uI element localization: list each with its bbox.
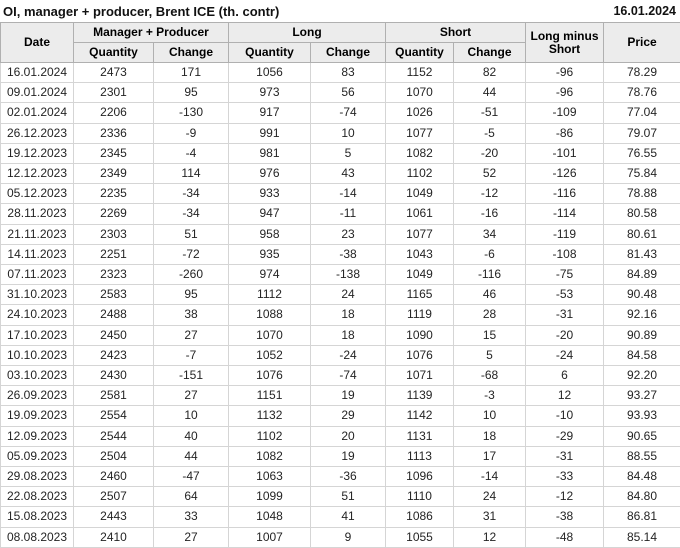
cell-short-change: 82 — [454, 63, 526, 83]
cell-long-minus-short: -24 — [526, 345, 604, 365]
cell-mp-quantity: 2336 — [74, 123, 154, 143]
cell-long-quantity: 1132 — [229, 406, 311, 426]
cell-long-quantity: 974 — [229, 265, 311, 285]
table-row — [1, 184, 680, 204]
cell-long-quantity: 947 — [229, 204, 311, 224]
cell-mp-quantity: 2473 — [74, 63, 154, 83]
cell-price: 81.43 — [604, 244, 680, 264]
cell-long-minus-short: -12 — [526, 487, 604, 507]
cell-mp-change: -151 — [154, 366, 229, 386]
cell-mp-quantity: 2345 — [74, 143, 154, 163]
cell-mp-quantity: 2443 — [74, 507, 154, 527]
cell-short-quantity: 1131 — [386, 426, 454, 446]
cell-long-quantity: 1088 — [229, 305, 311, 325]
cell-mp-change: 51 — [154, 224, 229, 244]
cell-short-change: 44 — [454, 83, 526, 103]
cell-long-quantity: 958 — [229, 224, 311, 244]
cell-long-minus-short: -114 — [526, 204, 604, 224]
oi-data-table — [0, 22, 680, 548]
cell-price: 76.55 — [604, 143, 680, 163]
cell-short-quantity: 1061 — [386, 204, 454, 224]
cell-long-quantity: 981 — [229, 143, 311, 163]
cell-long-minus-short: -31 — [526, 305, 604, 325]
cell-date: 09.01.2024 — [1, 83, 74, 103]
cell-long-quantity: 976 — [229, 164, 311, 184]
cell-long-change: -74 — [311, 103, 386, 123]
cell-short-quantity: 1139 — [386, 386, 454, 406]
cell-short-quantity: 1110 — [386, 487, 454, 507]
cell-long-minus-short: -48 — [526, 527, 604, 547]
cell-short-quantity: 1076 — [386, 345, 454, 365]
cell-date: 22.08.2023 — [1, 487, 74, 507]
column-header-long-change: Change — [311, 43, 386, 63]
title-bar — [0, 0, 680, 22]
table-row — [1, 325, 680, 345]
cell-price: 84.58 — [604, 345, 680, 365]
cell-short-change: -3 — [454, 386, 526, 406]
cell-mp-change: 10 — [154, 406, 229, 426]
cell-mp-change: 44 — [154, 446, 229, 466]
cell-long-change: -138 — [311, 265, 386, 285]
cell-price: 84.89 — [604, 265, 680, 285]
cell-long-change: 83 — [311, 63, 386, 83]
table-row — [1, 305, 680, 325]
cell-long-minus-short: -119 — [526, 224, 604, 244]
cell-long-minus-short: -109 — [526, 103, 604, 123]
cell-mp-quantity: 2410 — [74, 527, 154, 547]
cell-date: 10.10.2023 — [1, 345, 74, 365]
cell-long-change: -36 — [311, 467, 386, 487]
cell-date: 19.12.2023 — [1, 143, 74, 163]
cell-mp-quantity: 2581 — [74, 386, 154, 406]
report-date: 16.01.2024 — [613, 4, 676, 18]
cell-short-change: -6 — [454, 244, 526, 264]
cell-long-minus-short: -86 — [526, 123, 604, 143]
cell-short-change: 24 — [454, 487, 526, 507]
cell-long-change: -74 — [311, 366, 386, 386]
table-row — [1, 123, 680, 143]
cell-mp-quantity: 2504 — [74, 446, 154, 466]
cell-mp-quantity: 2507 — [74, 487, 154, 507]
table-row — [1, 406, 680, 426]
cell-short-change: -14 — [454, 467, 526, 487]
cell-mp-change: -34 — [154, 204, 229, 224]
cell-mp-change: -7 — [154, 345, 229, 365]
cell-mp-change: -260 — [154, 265, 229, 285]
cell-price: 93.27 — [604, 386, 680, 406]
cell-short-quantity: 1096 — [386, 467, 454, 487]
cell-long-quantity: 1052 — [229, 345, 311, 365]
cell-price: 90.48 — [604, 285, 680, 305]
cell-short-quantity: 1055 — [386, 527, 454, 547]
cell-long-minus-short: -38 — [526, 507, 604, 527]
cell-long-quantity: 1099 — [229, 487, 311, 507]
cell-date: 08.08.2023 — [1, 527, 74, 547]
cell-short-change: 18 — [454, 426, 526, 446]
cell-short-change: -16 — [454, 204, 526, 224]
cell-long-change: 41 — [311, 507, 386, 527]
cell-mp-change: 40 — [154, 426, 229, 446]
cell-short-change: 52 — [454, 164, 526, 184]
cell-long-change: 9 — [311, 527, 386, 547]
cell-short-change: 46 — [454, 285, 526, 305]
cell-long-quantity: 917 — [229, 103, 311, 123]
cell-long-quantity: 1007 — [229, 527, 311, 547]
cell-long-minus-short: -31 — [526, 446, 604, 466]
cell-long-change: 43 — [311, 164, 386, 184]
cell-date: 28.11.2023 — [1, 204, 74, 224]
cell-long-quantity: 1070 — [229, 325, 311, 345]
cell-date: 12.09.2023 — [1, 426, 74, 446]
cell-mp-quantity: 2251 — [74, 244, 154, 264]
group-header-manager-producer: Manager + Producer — [74, 23, 229, 43]
cell-mp-quantity: 2488 — [74, 305, 154, 325]
cell-mp-quantity: 2554 — [74, 406, 154, 426]
cell-price: 92.20 — [604, 366, 680, 386]
cell-date: 07.11.2023 — [1, 265, 74, 285]
cell-long-quantity: 1076 — [229, 366, 311, 386]
cell-short-quantity: 1071 — [386, 366, 454, 386]
table-row — [1, 285, 680, 305]
cell-date: 03.10.2023 — [1, 366, 74, 386]
cell-mp-change: 33 — [154, 507, 229, 527]
cell-short-change: 31 — [454, 507, 526, 527]
cell-short-change: 10 — [454, 406, 526, 426]
cell-short-quantity: 1077 — [386, 224, 454, 244]
cell-date: 16.01.2024 — [1, 63, 74, 83]
cell-date: 14.11.2023 — [1, 244, 74, 264]
cell-long-change: 23 — [311, 224, 386, 244]
cell-long-minus-short: -116 — [526, 184, 604, 204]
cell-price: 80.61 — [604, 224, 680, 244]
cell-short-change: 15 — [454, 325, 526, 345]
cell-mp-quantity: 2423 — [74, 345, 154, 365]
cell-mp-change: 27 — [154, 325, 229, 345]
cell-mp-quantity: 2430 — [74, 366, 154, 386]
cell-date: 21.11.2023 — [1, 224, 74, 244]
table-row — [1, 204, 680, 224]
cell-long-change: -24 — [311, 345, 386, 365]
cell-long-minus-short: 12 — [526, 386, 604, 406]
cell-long-change: 51 — [311, 487, 386, 507]
cell-price: 88.55 — [604, 446, 680, 466]
cell-mp-change: 38 — [154, 305, 229, 325]
table-row — [1, 507, 680, 527]
cell-long-change: -38 — [311, 244, 386, 264]
column-header-mp-quantity: Quantity — [74, 43, 154, 63]
cell-price: 84.48 — [604, 467, 680, 487]
column-header-long-quantity: Quantity — [229, 43, 311, 63]
cell-mp-change: -4 — [154, 143, 229, 163]
cell-short-quantity: 1049 — [386, 265, 454, 285]
cell-mp-change: -34 — [154, 184, 229, 204]
column-header-short-change: Change — [454, 43, 526, 63]
cell-mp-quantity: 2303 — [74, 224, 154, 244]
cell-short-quantity: 1113 — [386, 446, 454, 466]
cell-long-quantity: 935 — [229, 244, 311, 264]
cell-mp-quantity: 2583 — [74, 285, 154, 305]
cell-long-quantity: 991 — [229, 123, 311, 143]
cell-short-quantity: 1043 — [386, 244, 454, 264]
cell-long-quantity: 1112 — [229, 285, 311, 305]
cell-long-quantity: 1056 — [229, 63, 311, 83]
cell-mp-change: -130 — [154, 103, 229, 123]
column-header-short-quantity: Quantity — [386, 43, 454, 63]
cell-long-quantity: 1102 — [229, 426, 311, 446]
cell-price: 78.76 — [604, 83, 680, 103]
table-row — [1, 265, 680, 285]
cell-long-quantity: 1082 — [229, 446, 311, 466]
cell-short-quantity: 1102 — [386, 164, 454, 184]
table-row — [1, 446, 680, 466]
cell-price: 93.93 — [604, 406, 680, 426]
cell-price: 80.58 — [604, 204, 680, 224]
cell-price: 78.88 — [604, 184, 680, 204]
cell-long-minus-short: -101 — [526, 143, 604, 163]
cell-mp-quantity: 2301 — [74, 83, 154, 103]
cell-short-quantity: 1090 — [386, 325, 454, 345]
cell-mp-change: -47 — [154, 467, 229, 487]
cell-mp-quantity: 2544 — [74, 426, 154, 446]
cell-long-minus-short: -10 — [526, 406, 604, 426]
cell-long-quantity: 1048 — [229, 507, 311, 527]
cell-long-change: 10 — [311, 123, 386, 143]
cell-short-change: -5 — [454, 123, 526, 143]
cell-mp-quantity: 2269 — [74, 204, 154, 224]
cell-date: 17.10.2023 — [1, 325, 74, 345]
cell-price: 92.16 — [604, 305, 680, 325]
table-row — [1, 527, 680, 547]
column-header-long-minus-short: Long minus Short — [526, 23, 604, 63]
cell-mp-quantity: 2349 — [74, 164, 154, 184]
cell-short-quantity: 1026 — [386, 103, 454, 123]
table-header — [1, 23, 680, 63]
cell-short-quantity: 1142 — [386, 406, 454, 426]
cell-mp-change: 95 — [154, 285, 229, 305]
cell-long-quantity: 933 — [229, 184, 311, 204]
cell-date: 26.12.2023 — [1, 123, 74, 143]
table-row — [1, 63, 680, 83]
cell-short-change: 17 — [454, 446, 526, 466]
cell-long-change: 18 — [311, 305, 386, 325]
cell-long-minus-short: -108 — [526, 244, 604, 264]
table-row — [1, 345, 680, 365]
cell-long-change: -14 — [311, 184, 386, 204]
cell-long-minus-short: 6 — [526, 366, 604, 386]
cell-short-change: -20 — [454, 143, 526, 163]
table-row — [1, 164, 680, 184]
cell-mp-change: -9 — [154, 123, 229, 143]
table-row — [1, 83, 680, 103]
cell-date: 05.09.2023 — [1, 446, 74, 466]
cell-price: 90.89 — [604, 325, 680, 345]
column-header-mp-change: Change — [154, 43, 229, 63]
cell-long-minus-short: -29 — [526, 426, 604, 446]
cell-short-quantity: 1070 — [386, 83, 454, 103]
cell-long-quantity: 1151 — [229, 386, 311, 406]
cell-long-minus-short: -126 — [526, 164, 604, 184]
cell-long-change: 5 — [311, 143, 386, 163]
cell-mp-change: 95 — [154, 83, 229, 103]
cell-short-change: 5 — [454, 345, 526, 365]
table-row — [1, 103, 680, 123]
cell-short-quantity: 1152 — [386, 63, 454, 83]
cell-short-change: -51 — [454, 103, 526, 123]
table-row — [1, 143, 680, 163]
cell-long-minus-short: -20 — [526, 325, 604, 345]
table-row — [1, 487, 680, 507]
cell-short-quantity: 1165 — [386, 285, 454, 305]
cell-price: 90.65 — [604, 426, 680, 446]
cell-long-minus-short: -33 — [526, 467, 604, 487]
cell-price: 75.84 — [604, 164, 680, 184]
cell-price: 78.29 — [604, 63, 680, 83]
cell-long-change: 56 — [311, 83, 386, 103]
column-header-price: Price — [604, 23, 680, 63]
cell-price: 77.04 — [604, 103, 680, 123]
cell-short-change: -12 — [454, 184, 526, 204]
cell-mp-change: -72 — [154, 244, 229, 264]
cell-date: 29.08.2023 — [1, 467, 74, 487]
cell-date: 19.09.2023 — [1, 406, 74, 426]
cell-long-change: -11 — [311, 204, 386, 224]
cell-short-change: -116 — [454, 265, 526, 285]
group-header-short: Short — [386, 23, 526, 43]
cell-long-quantity: 1063 — [229, 467, 311, 487]
cell-date: 15.08.2023 — [1, 507, 74, 527]
cell-long-quantity: 973 — [229, 83, 311, 103]
cell-mp-change: 171 — [154, 63, 229, 83]
cell-price: 86.81 — [604, 507, 680, 527]
cell-long-minus-short: -96 — [526, 83, 604, 103]
table-body — [1, 63, 680, 548]
cell-date: 26.09.2023 — [1, 386, 74, 406]
cell-price: 79.07 — [604, 123, 680, 143]
cell-mp-change: 64 — [154, 487, 229, 507]
cell-short-quantity: 1119 — [386, 305, 454, 325]
cell-long-change: 19 — [311, 446, 386, 466]
cell-date: 05.12.2023 — [1, 184, 74, 204]
cell-price: 85.14 — [604, 527, 680, 547]
cell-mp-quantity: 2450 — [74, 325, 154, 345]
table-row — [1, 244, 680, 264]
cell-short-change: 12 — [454, 527, 526, 547]
cell-date: 31.10.2023 — [1, 285, 74, 305]
table-row — [1, 224, 680, 244]
cell-mp-change: 114 — [154, 164, 229, 184]
cell-mp-change: 27 — [154, 527, 229, 547]
cell-mp-quantity: 2235 — [74, 184, 154, 204]
cell-price: 84.80 — [604, 487, 680, 507]
cell-date: 02.01.2024 — [1, 103, 74, 123]
table-row — [1, 386, 680, 406]
cell-long-change: 19 — [311, 386, 386, 406]
column-header-date: Date — [1, 23, 74, 63]
cell-mp-quantity: 2460 — [74, 467, 154, 487]
cell-mp-quantity: 2206 — [74, 103, 154, 123]
cell-long-change: 29 — [311, 406, 386, 426]
cell-short-quantity: 1086 — [386, 507, 454, 527]
cell-short-change: 28 — [454, 305, 526, 325]
cell-long-minus-short: -96 — [526, 63, 604, 83]
cell-short-quantity: 1077 — [386, 123, 454, 143]
cell-long-change: 24 — [311, 285, 386, 305]
cell-long-change: 18 — [311, 325, 386, 345]
cell-long-minus-short: -75 — [526, 265, 604, 285]
cell-short-quantity: 1049 — [386, 184, 454, 204]
table-row — [1, 426, 680, 446]
cell-short-change: -68 — [454, 366, 526, 386]
cell-date: 24.10.2023 — [1, 305, 74, 325]
table-row — [1, 467, 680, 487]
cell-date: 12.12.2023 — [1, 164, 74, 184]
cell-short-quantity: 1082 — [386, 143, 454, 163]
cell-long-change: 20 — [311, 426, 386, 446]
page-title: OI, manager + producer, Brent ICE (th. contr) — [3, 3, 280, 19]
cell-short-change: 34 — [454, 224, 526, 244]
cell-long-minus-short: -53 — [526, 285, 604, 305]
cell-mp-change: 27 — [154, 386, 229, 406]
cell-mp-quantity: 2323 — [74, 265, 154, 285]
group-header-long: Long — [229, 23, 386, 43]
table-row — [1, 366, 680, 386]
